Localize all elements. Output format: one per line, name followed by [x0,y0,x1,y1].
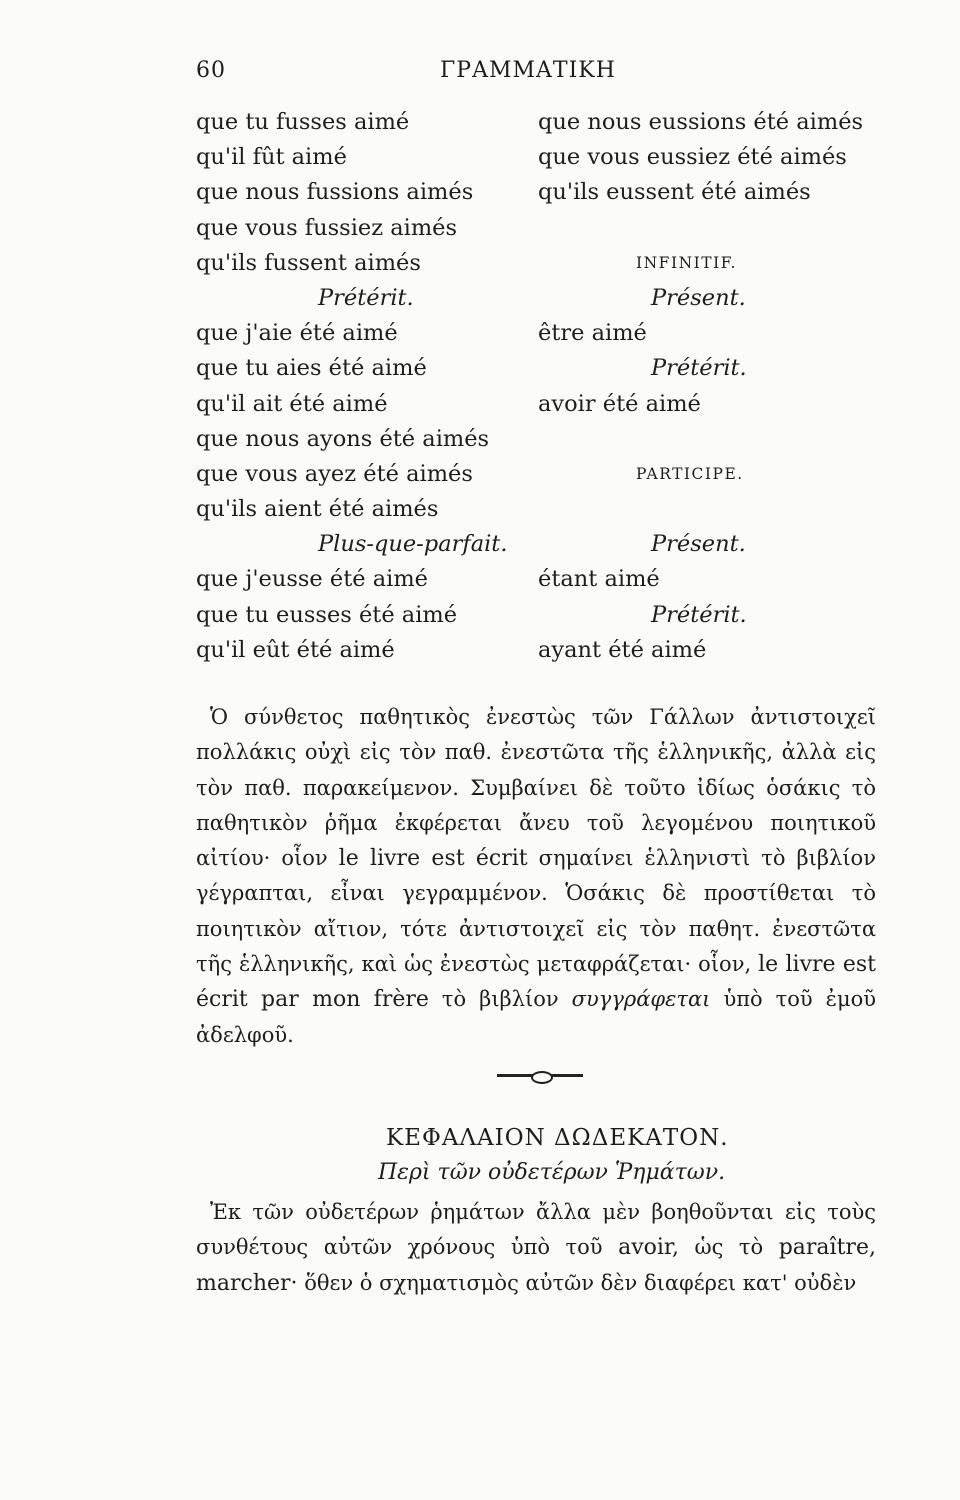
table-row [196,281,886,316]
page-number: 60 [196,58,226,83]
paragraph-passive-voice: Ὁ σύνθετος παθητικὸς ἐνεστὼς τῶν Γάλλων ἀντιστοιχεῖ πολλάκις οὐχὶ εἰς τὸν παθ. ἐνεστῶτα τῆς ἑλληνικῆς, ἀλλὰ εἰς τὸν παθ. παρακείμενον. Συμβαίνει δὲ τοῦτο ἰδίως ὁσάκις τὸ παθητικὸν ῥῆμα ἐκφέρεται ἄνευ τοῦ λεγομένου ποιητικοῦ αἰτίου· οἷον le livre est écrit σημαίνει ἑλληνιστὶ τὸ βιβλίον γέγραπται, εἶναι γεγραμμένον. Ὁσάκις δὲ προστίθεται τὸ ποιητικὸν αἴτιον, τότε ἀντιστοιχεῖ εἰς τὸν παθητ. ἐνεστῶτα τῆς ἑλληνικῆς, καὶ ὡς ἐνεστὼς μεταφράζεται· οἷον, le livre est écrit par mon frère τὸ βιβλίον συγγράφεται ὑπὸ τοῦ ἐμοῦ ἀδελφοῦ. [196,705,877,1047]
section-heading-preterit: Prétérit. [318,284,414,311]
ornamental-divider [497,1074,583,1077]
section-heading-present: Présent. [651,531,746,558]
table-row: qu'ils aient été aimés [196,496,439,523]
table-row: que tu aies été aimé Prétérit. [196,351,886,386]
table-row: que j'aie été aimé être aimé [196,320,647,347]
table-row: que tu eusses été aimé Prétérit. [196,598,886,633]
section-heading-preterit: Prétérit. [651,355,747,382]
section-heading-infinitif: INFINITIF. [636,253,737,272]
table-row: qu'il eût été aimé ayant été aimé [196,636,707,663]
section-heading-present: Présent. [651,284,746,311]
table-row: que vous ayez été aimés PARTICIPE. [196,457,886,492]
table-row: qu'ils fussent aimés INFINITIF. [196,246,886,281]
table-row: que vous fussiez aimés [196,214,458,241]
table-row: que tu fusses aimé que nous eussions été aimés [196,109,864,135]
conjugation-table [196,105,886,668]
chapter-subtitle: Περὶ τῶν οὐδετέρων Ῥημάτων. [378,1160,726,1185]
table-row: que nous fussions aimés qu'ils eussent été aimés [196,179,811,206]
table-row: qu'il ait été aimé avoir été aimé [196,390,701,417]
chapter-title: ΚΕΦΑΛΑΙΟΝ ΔΩΔΕΚΑΤΟΝ. [386,1125,729,1151]
table-row: que j'eusse été aimé étant aimé [196,566,660,593]
section-heading-preterit: Prétérit. [651,601,747,628]
running-title: ΓΡΑΜΜΑΤΙΚΗ [440,58,616,83]
table-row: qu'il fût aimé que vous eussiez été aimés [196,144,847,171]
section-heading-participe: PARTICIPE. [636,464,744,483]
section-heading-plus-que-parfait: Plus-que-parfait. [318,531,508,558]
table-row: que nous ayons été aimés [196,425,490,452]
paragraph-neuter-verbs: Ἐκ τῶν οὐδετέρων ῥημάτων ἄλλα μὲν βοηθοῦνται εἰς τοὺς συνθέτους αὐτῶν χρόνους ὑπὸ τοῦ avoir, ὡς τὸ paraître, marcher· ὅθεν ὁ σχηματισμὸς αὐτῶν δὲν διαφέρει κατ' οὐδὲν [196,1200,876,1296]
table-row [196,527,886,562]
